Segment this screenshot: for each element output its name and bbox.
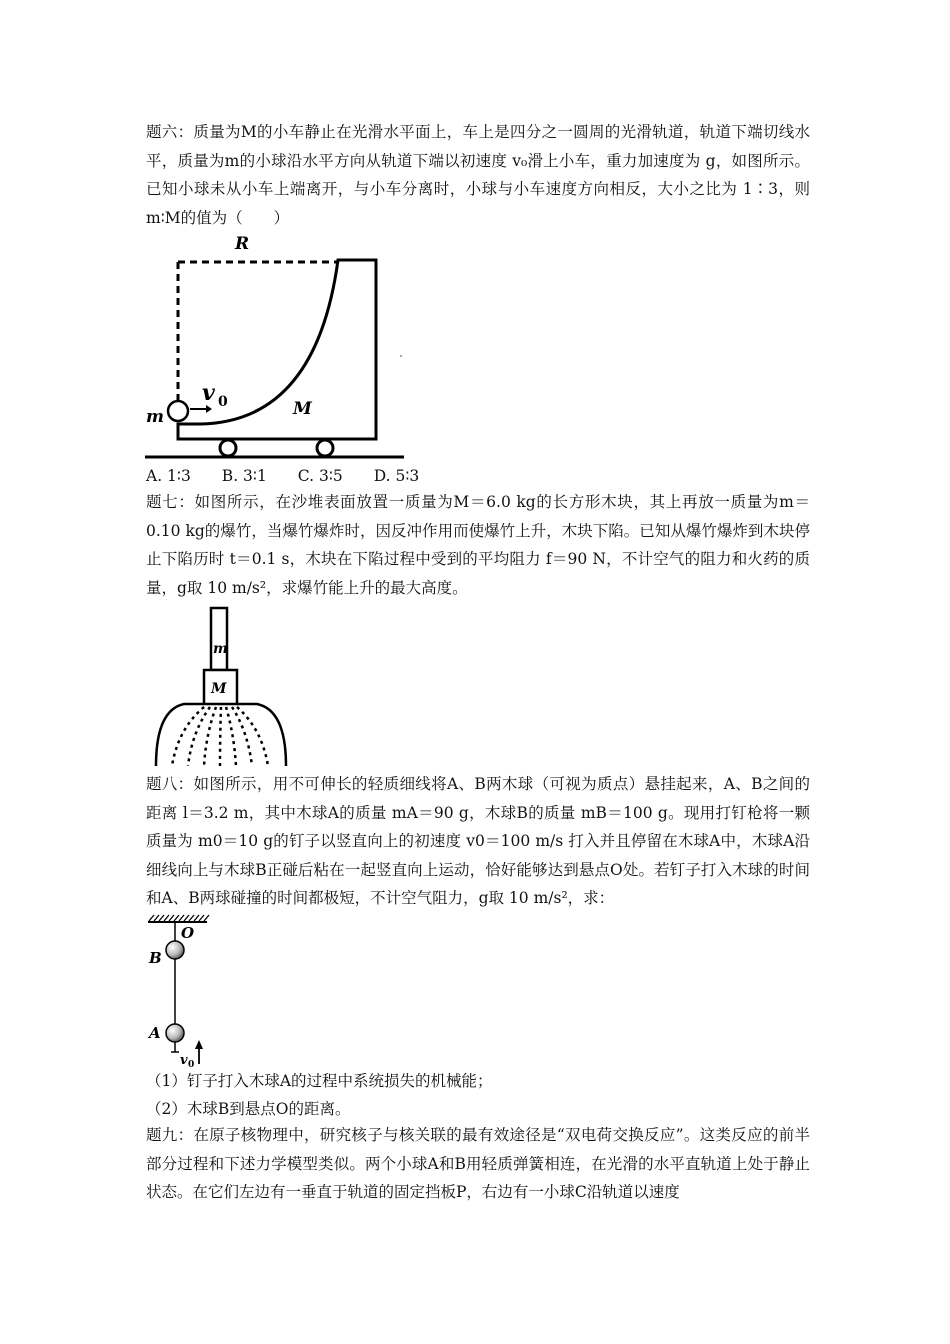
q8-sub1: （1）钉子打入木球A的过程中系统损失的机械能； bbox=[146, 1072, 493, 1090]
q8-sub2: （2）木球B到悬点O的距离。 bbox=[146, 1100, 351, 1118]
q7-firecracker-figure bbox=[150, 604, 295, 766]
q8-label-O: O bbox=[181, 924, 195, 942]
q6-label-R: R bbox=[235, 234, 250, 254]
q7-label-M: M bbox=[211, 681, 227, 697]
q6-text: 题六：质量为M的小车静止在光滑水平面上，车上是四分之一圆周的光滑轨道，轨道下端切线水平，质量为m的小球沿水平方向从轨道下端以初速度 v₀滑上小车，重力加速度为 g，如图所示。已知小球未从小车上端离开，与小车分离时，小球与小车速度方向相反，大小之比为 1∶3，则 m∶M的值为（ ） bbox=[146, 123, 810, 227]
q9-text: 题九：在原子核物理中，研究核子与核关联的最有效途径是“双电荷交换反应”。这类反应的前半部分过程和下述力学模型类似。两个小球A和B用轻质弹簧相连，在光滑的水平直轨道上处于静止状态。在它们左边有一垂直于轨道的固定挡板P，右边有一小球C沿轨道以速度 bbox=[146, 1126, 810, 1201]
q7-label-m: m bbox=[213, 641, 228, 657]
q8-label-v-sub: 0 bbox=[188, 1060, 195, 1070]
q7-text: 题七：如图所示，在沙堆表面放置一质量为M＝6.0 kg的长方形木块，其上再放一质量为m＝0.10 kg的爆竹，当爆竹爆炸时，因反冲作用而使爆竹上升，木块下陷。已知从爆竹爆炸到木块停止下陷历时 t＝0.1 s，木块在下陷过程中受到的平均阻力 f＝90 N，不计空气的阻力和火药的质量，g取 10 m/s²，求爆竹能上升的最大高度。 bbox=[146, 493, 810, 597]
q6-label-v-sub: 0 bbox=[218, 394, 228, 410]
q8-label-B: B bbox=[149, 949, 162, 967]
q8-text: 题八：如图所示，用不可伸长的轻质细线将A、B两木球（可视为质点）悬挂起来，A、B之间的距离 l＝3.2 m，其中木球A的质量 mA＝90 g，木球B的质量 mB＝100 g。现用打钉枪将一颗质量为 m0＝10 g的钉子以竖直向上的初速度 v0＝100 m/s 打入并且停留在木球A中，木球A沿细线向上与木球B正碰后粘在一起竖直向上运动，恰好能够达到悬点O处。若钉子打入木球的时间和A、B两球碰撞的时间都极短，不计空气阻力，g取 10 m/s²，求： bbox=[146, 775, 810, 907]
q6-options: A. 1∶3 B. 3∶1 C. 3∶5 D. 5∶3 bbox=[146, 467, 420, 485]
q8-label-A: A bbox=[149, 1024, 161, 1042]
q6-label-m: m bbox=[146, 407, 164, 427]
q6-label-M: M bbox=[293, 399, 312, 419]
q6-cart-figure bbox=[140, 232, 410, 464]
q8-label-v: v bbox=[180, 1053, 188, 1068]
q8-pendulum-figure bbox=[143, 912, 213, 1070]
q6-label-v: v bbox=[202, 380, 215, 406]
